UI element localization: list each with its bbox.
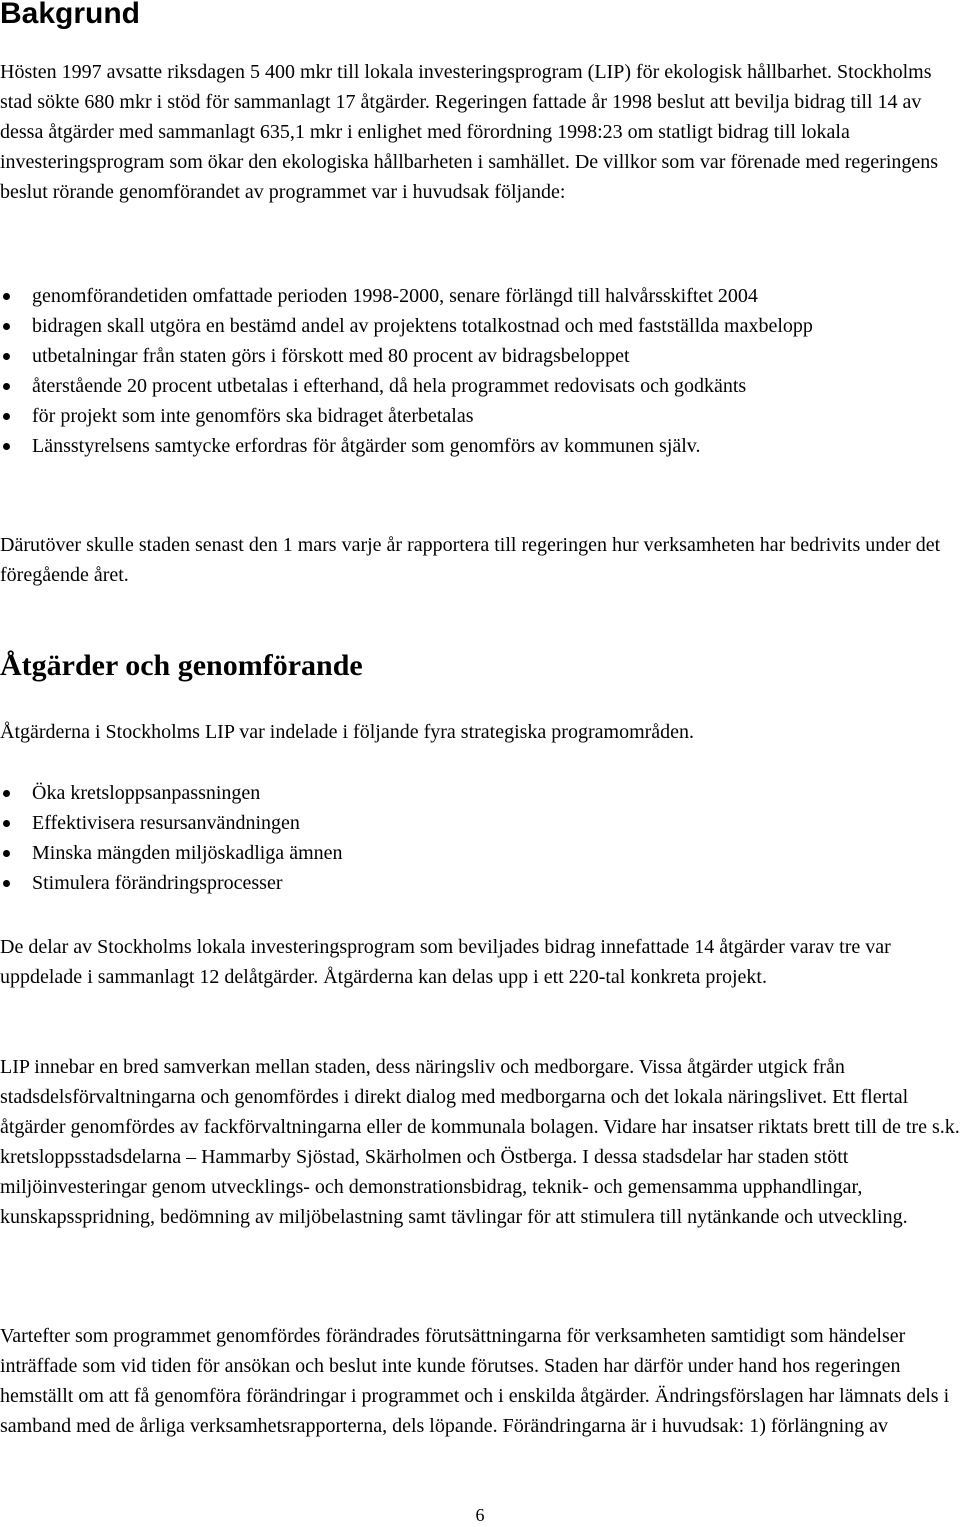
section-heading-atgarder: Åtgärder och genomförande: [0, 649, 363, 682]
bullet-icon: [3, 323, 10, 330]
bullet-icon: [3, 293, 10, 300]
list-item: [0, 281, 960, 311]
list-item: [0, 868, 960, 898]
list-item-text: återstående 20 procent utbetalas i efterhand, då hela programmet redovisats och godkänts: [32, 375, 747, 397]
section-heading-bakgrund: Bakgrund: [0, 0, 141, 30]
bullet-icon: [3, 443, 10, 450]
paragraph-atgarderna-intro: Åtgärderna i Stockholms LIP var indelade i följande fyra strategiska programområden.: [0, 721, 695, 743]
list-item: [0, 808, 960, 838]
list-item: [0, 401, 960, 431]
bullet-icon: [3, 850, 10, 857]
bullet-icon: [3, 880, 10, 887]
list-item: [0, 778, 960, 808]
page-number: 6: [475, 1505, 485, 1525]
paragraph-vartefter: Vartefter som programmet genomfördes förändrades förutsättningarna för verksamheten samtidigt som händelser inträffade som vid tiden för ansökan och beslut inte kunde förutses. Staden har därför under hand hos regeringen hemställt om att få genomföra förändringar i programmet och i enskilda åtgärder. Ändringsförslagen har lämnats dels i samband med de årliga verksamhetsrapporterna, dels löpande. Förändringarna är i huvudsak: 1) förlängning av: [0, 1325, 950, 1437]
bullet-icon: [3, 353, 10, 360]
paragraph-darutover: Därutöver skulle staden senast den 1 mars varje år rapportera till regeringen hur verksamheten har bedrivits under det föregående året.: [0, 534, 941, 586]
list-item: [0, 371, 960, 401]
list-item-text: för projekt som inte genomförs ska bidraget återbetalas: [32, 405, 474, 427]
list-item: [0, 431, 960, 461]
list-item-text: Länsstyrelsens samtycke erfordras för åtgärder som genomförs av kommunen själv.: [32, 435, 701, 457]
list-item-text: bidragen skall utgöra en bestämd andel av projektens totalkostnad och med fastställda maxbelopp: [32, 315, 813, 337]
bullet-icon: [3, 383, 10, 390]
list-item-text: Stimulera förändringsprocesser: [32, 872, 283, 894]
paragraph-delar: De delar av Stockholms lokala investeringsprogram som beviljades bidrag innefattade 14 åtgärder varav tre var uppdelade i sammanlagt 12 delåtgärder. Åtgärderna kan delas upp i ett 220-tal konkreta projekt.: [0, 936, 891, 988]
list-item: [0, 838, 960, 868]
list-item: [0, 311, 960, 341]
programomraden-list: [0, 778, 960, 898]
paragraph-lip-samverkan: LIP innebar en bred samverkan mellan staden, dess näringsliv och medborgare. Vissa åtgärder utgick från stadsdelsförvaltningarna och genomfördes i direkt dialog med medborgarna och det lokala näringslivet. Ett flertal åtgärder genomfördes av fackförvaltningarna eller de kommunala bolagen. Vidare har insatser riktats brett till de tre s.k. kretsloppsstadsdelarna – Hammarby Sjöstad, Skärholmen och Östberga. I dessa stadsdelar har staden stött miljöinvesteringar genom utvecklings- och demonstrationsbidrag, teknik- och gemensamma upphandlingar, kunskapsspridning, bedömning av miljöbelastning samt tävlingar för att stimulera till nytänkande och utveckling.: [0, 1056, 960, 1228]
list-item-text: Effektivisera resursanvändningen: [32, 812, 300, 834]
list-item-text: Minska mängden miljöskadliga ämnen: [32, 842, 343, 864]
villkor-list: [0, 281, 960, 461]
list-item: [0, 341, 960, 371]
paragraph-intro: Hösten 1997 avsatte riksdagen 5 400 mkr till lokala investeringsprogram (LIP) för ekologisk hållbarhet. Stockholms stad sökte 680 mkr i stöd för sammanlagt 17 åtgärder. Regeringen fattade år 1998 beslut att bevilja bidrag till 14 av dessa åtgärder med sammanlagt 635,1 mkr i enlighet med förordning 1998:23 om statligt bidrag till lokala investeringsprogram som ökar den ekologiska hållbarheten i samhället. De villkor som var förenade med regeringens beslut rörande genomförandet av programmet var i huvudsak följande:: [0, 61, 939, 203]
bullet-icon: [3, 820, 10, 827]
list-item-text: utbetalningar från staten görs i förskott med 80 procent av bidragsbeloppet: [32, 345, 630, 367]
bullet-icon: [3, 413, 10, 420]
list-item-text: genomförandetiden omfattade perioden 1998-2000, senare förlängd till halvårsskiftet 2004: [32, 285, 758, 307]
bullet-icon: [3, 790, 10, 797]
list-item-text: Öka kretsloppsanpassningen: [32, 782, 261, 804]
